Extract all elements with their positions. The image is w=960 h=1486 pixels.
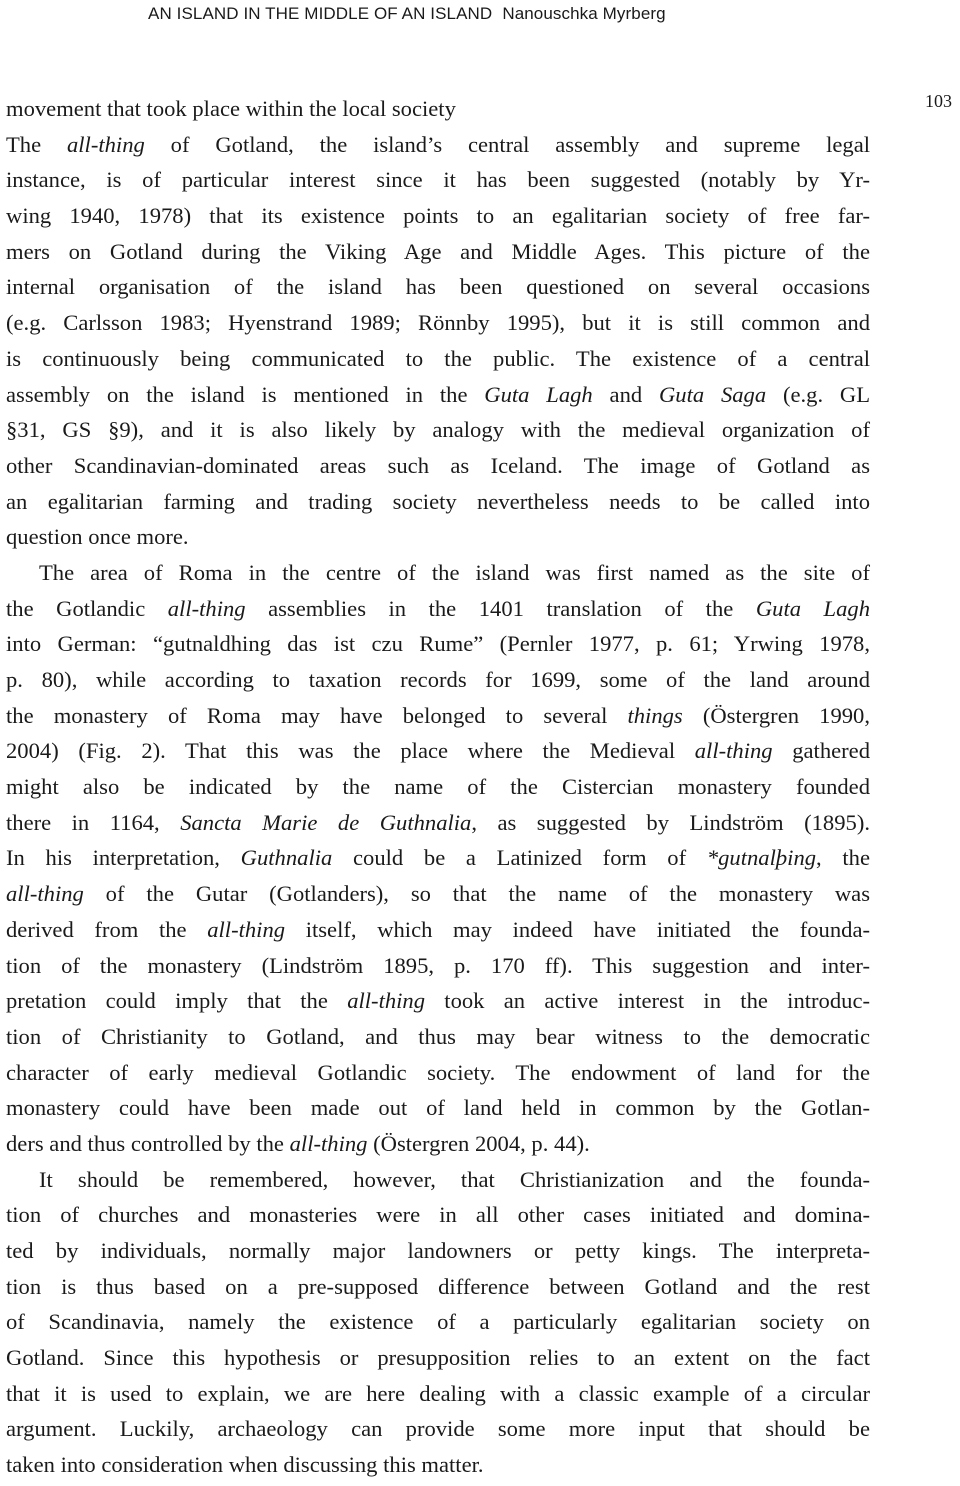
- text-line: [6, 983, 870, 1019]
- text-run: of the Gutar (Gotlanders), so that the name of the monastery was: [83, 881, 870, 907]
- text-line: [6, 555, 870, 591]
- text-run: took an active interest in the introduc-: [425, 988, 871, 1014]
- text-line: [6, 769, 870, 805]
- italic-term: Guta Lagh: [484, 381, 593, 407]
- text-run: The area of Roma in the centre of the island was first named as the site of: [39, 559, 870, 585]
- text-run: assembly on the island is mentioned in the: [6, 381, 485, 407]
- text-run: derived from the: [6, 916, 208, 942]
- text-run: tion of Christianity to Gotland, and thus may bear witness to the democratic: [6, 1023, 870, 1049]
- text-run: mers on Gotland during the Viking Age and Middle Ages. This picture of the: [6, 238, 870, 264]
- text-line: [6, 484, 870, 520]
- italic-term: Sancta Marie de Guthnalia: [180, 809, 472, 835]
- text-run: gathered: [772, 738, 870, 764]
- running-head-title: AN ISLAND IN THE MIDDLE OF AN ISLAND: [148, 4, 493, 23]
- text-run: The: [6, 131, 67, 157]
- text-line: [6, 305, 870, 341]
- text-run: Gotland. Since this hypothesis or presupposition relies to an extent on the fact: [6, 1345, 870, 1371]
- text-run: , as suggested by Lindström (1895).: [471, 809, 870, 835]
- text-run: (Östergren 2004, p. 44).: [367, 1130, 590, 1156]
- text-line: [6, 1447, 870, 1483]
- text-run: , the: [816, 845, 871, 871]
- italic-term: *gutnalþing: [706, 845, 817, 871]
- text-run: could be a Latinized form of: [332, 845, 707, 871]
- text-line: [6, 234, 870, 270]
- text-line: [6, 698, 870, 734]
- running-head: [148, 4, 666, 24]
- text-run: In his interpretation,: [6, 845, 241, 871]
- text-run: there in 1164,: [6, 809, 181, 835]
- text-line: [6, 1411, 870, 1447]
- text-run: into German: “gutnaldhing das ist czu Rume” (Pernler 1977, p. 61; Yrwing 1978,: [6, 631, 870, 657]
- text-line: [6, 1197, 870, 1233]
- text-line: [6, 1090, 870, 1126]
- text-line: [6, 198, 870, 234]
- text-run: that it is used to explain, we are here dealing with a classic example of a circular: [6, 1380, 870, 1406]
- text-line: [6, 1019, 870, 1055]
- text-run: of Scandinavia, namely the existence of a particularly egalitarian society on: [6, 1309, 870, 1335]
- body-text: [6, 91, 870, 1483]
- text-run: tion of churches and monasteries were in all other cases initiated and domina-: [6, 1202, 870, 1228]
- text-run: 2004) (Fig. 2). That this was the place where the Medieval: [6, 738, 695, 764]
- text-run: monastery could have been made out of land held in common by the Gotlan-: [6, 1095, 870, 1121]
- text-line: [6, 412, 870, 448]
- text-run: It should be remembered, however, that Christianization and the founda-: [39, 1166, 870, 1192]
- text-line: [6, 662, 870, 698]
- text-line: [6, 840, 870, 876]
- text-run: and: [592, 381, 659, 407]
- text-run: tion is thus based on a pre-supposed difference between Gotland and the rest: [6, 1273, 870, 1299]
- text-run: character of early medieval Gotlandic society. The endowment of land for the: [6, 1059, 870, 1085]
- text-line: [6, 591, 870, 627]
- text-line: [6, 912, 870, 948]
- text-line: [6, 269, 870, 305]
- text-run: movement that took place within the local society: [6, 96, 456, 121]
- text-line: [6, 519, 870, 555]
- text-line: [6, 733, 870, 769]
- italic-term: all-thing: [694, 738, 773, 764]
- text-line: [6, 91, 870, 127]
- text-line: [6, 162, 870, 198]
- text-line: [6, 805, 870, 841]
- text-run: question once more.: [6, 524, 189, 550]
- italic-term: Guthnalia: [240, 845, 333, 871]
- text-line: [6, 876, 870, 912]
- page-number: 103: [925, 91, 952, 111]
- text-run: (Östergren 1990,: [682, 702, 870, 728]
- italic-term: Guta Lagh: [755, 595, 870, 621]
- text-run: an egalitarian farming and trading society nevertheless needs to be called into: [6, 488, 870, 514]
- text-run: internal organisation of the island has been questioned on several occasions: [6, 274, 870, 300]
- text-run: assemblies in the 1401 translation of the: [245, 595, 756, 621]
- italic-term: all-thing: [167, 595, 246, 621]
- text-run: (e.g. Carlsson 1983; Hyenstrand 1989; Rönnby 1995), but it is still common and: [6, 310, 870, 336]
- text-line: [6, 1162, 870, 1198]
- text-run: is continuously being communicated to the public. The existence of a central: [6, 345, 870, 371]
- italic-term: all-thing: [66, 131, 145, 157]
- italic-term: all-thing: [289, 1130, 368, 1156]
- text-line: [6, 341, 870, 377]
- italic-term: all-thing: [347, 988, 426, 1014]
- text-line: [6, 948, 870, 984]
- text-line: [6, 127, 870, 163]
- text-run: p. 80), while according to taxation records for 1699, some of the land around: [6, 667, 870, 692]
- text-run: (e.g. GL: [766, 381, 871, 407]
- text-line: [6, 1233, 870, 1269]
- text-run: argument. Luckily, archaeology can provide some more input that should be: [6, 1416, 870, 1442]
- text-run: instance, is of particular interest since it has been suggested (notably by Yr-: [6, 167, 870, 193]
- text-run: ders and thus controlled by the: [6, 1130, 290, 1156]
- text-run: taken into consideration when discussing this matter.: [6, 1452, 484, 1478]
- italic-term: Guta Saga: [658, 381, 767, 407]
- text-run: wing 1940, 1978) that its existence points to an egalitarian society of free far-: [6, 203, 870, 229]
- text-line: [6, 626, 870, 662]
- text-run: of Gotland, the island’s central assembly and supreme legal: [144, 131, 870, 157]
- text-run: pretation could imply that the: [6, 988, 348, 1014]
- text-run: the monastery of Roma may have belonged to several: [6, 702, 628, 728]
- italic-term: things: [627, 702, 683, 728]
- text-run: itself, which may indeed have initiated the founda-: [285, 916, 871, 942]
- italic-term: all-thing: [6, 881, 84, 907]
- text-line: [6, 1304, 870, 1340]
- text-run: ted by individuals, normally major landowners or petty kings. The interpreta-: [6, 1238, 870, 1263]
- text-line: [6, 1340, 870, 1376]
- text-run: other Scandinavian-dominated areas such as Iceland. The image of Gotland as: [6, 452, 870, 478]
- text-line: [6, 1376, 870, 1412]
- italic-term: all-thing: [207, 916, 286, 942]
- text-line: [6, 1055, 870, 1091]
- text-line: [6, 377, 870, 413]
- text-run: tion of the monastery (Lindström 1895, p. 170 ff). This suggestion and inter-: [6, 952, 870, 978]
- text-line: [6, 448, 870, 484]
- text-run: §31, GS §9), and it is also likely by analogy with the medieval organization of: [6, 417, 870, 443]
- text-line: [6, 1126, 870, 1162]
- text-line: [6, 1269, 870, 1305]
- text-run: the Gotlandic: [6, 595, 168, 621]
- text-run: might also be indicated by the name of the Cistercian monastery founded: [6, 774, 870, 800]
- running-head-author: Nanouschka Myrberg: [502, 4, 666, 23]
